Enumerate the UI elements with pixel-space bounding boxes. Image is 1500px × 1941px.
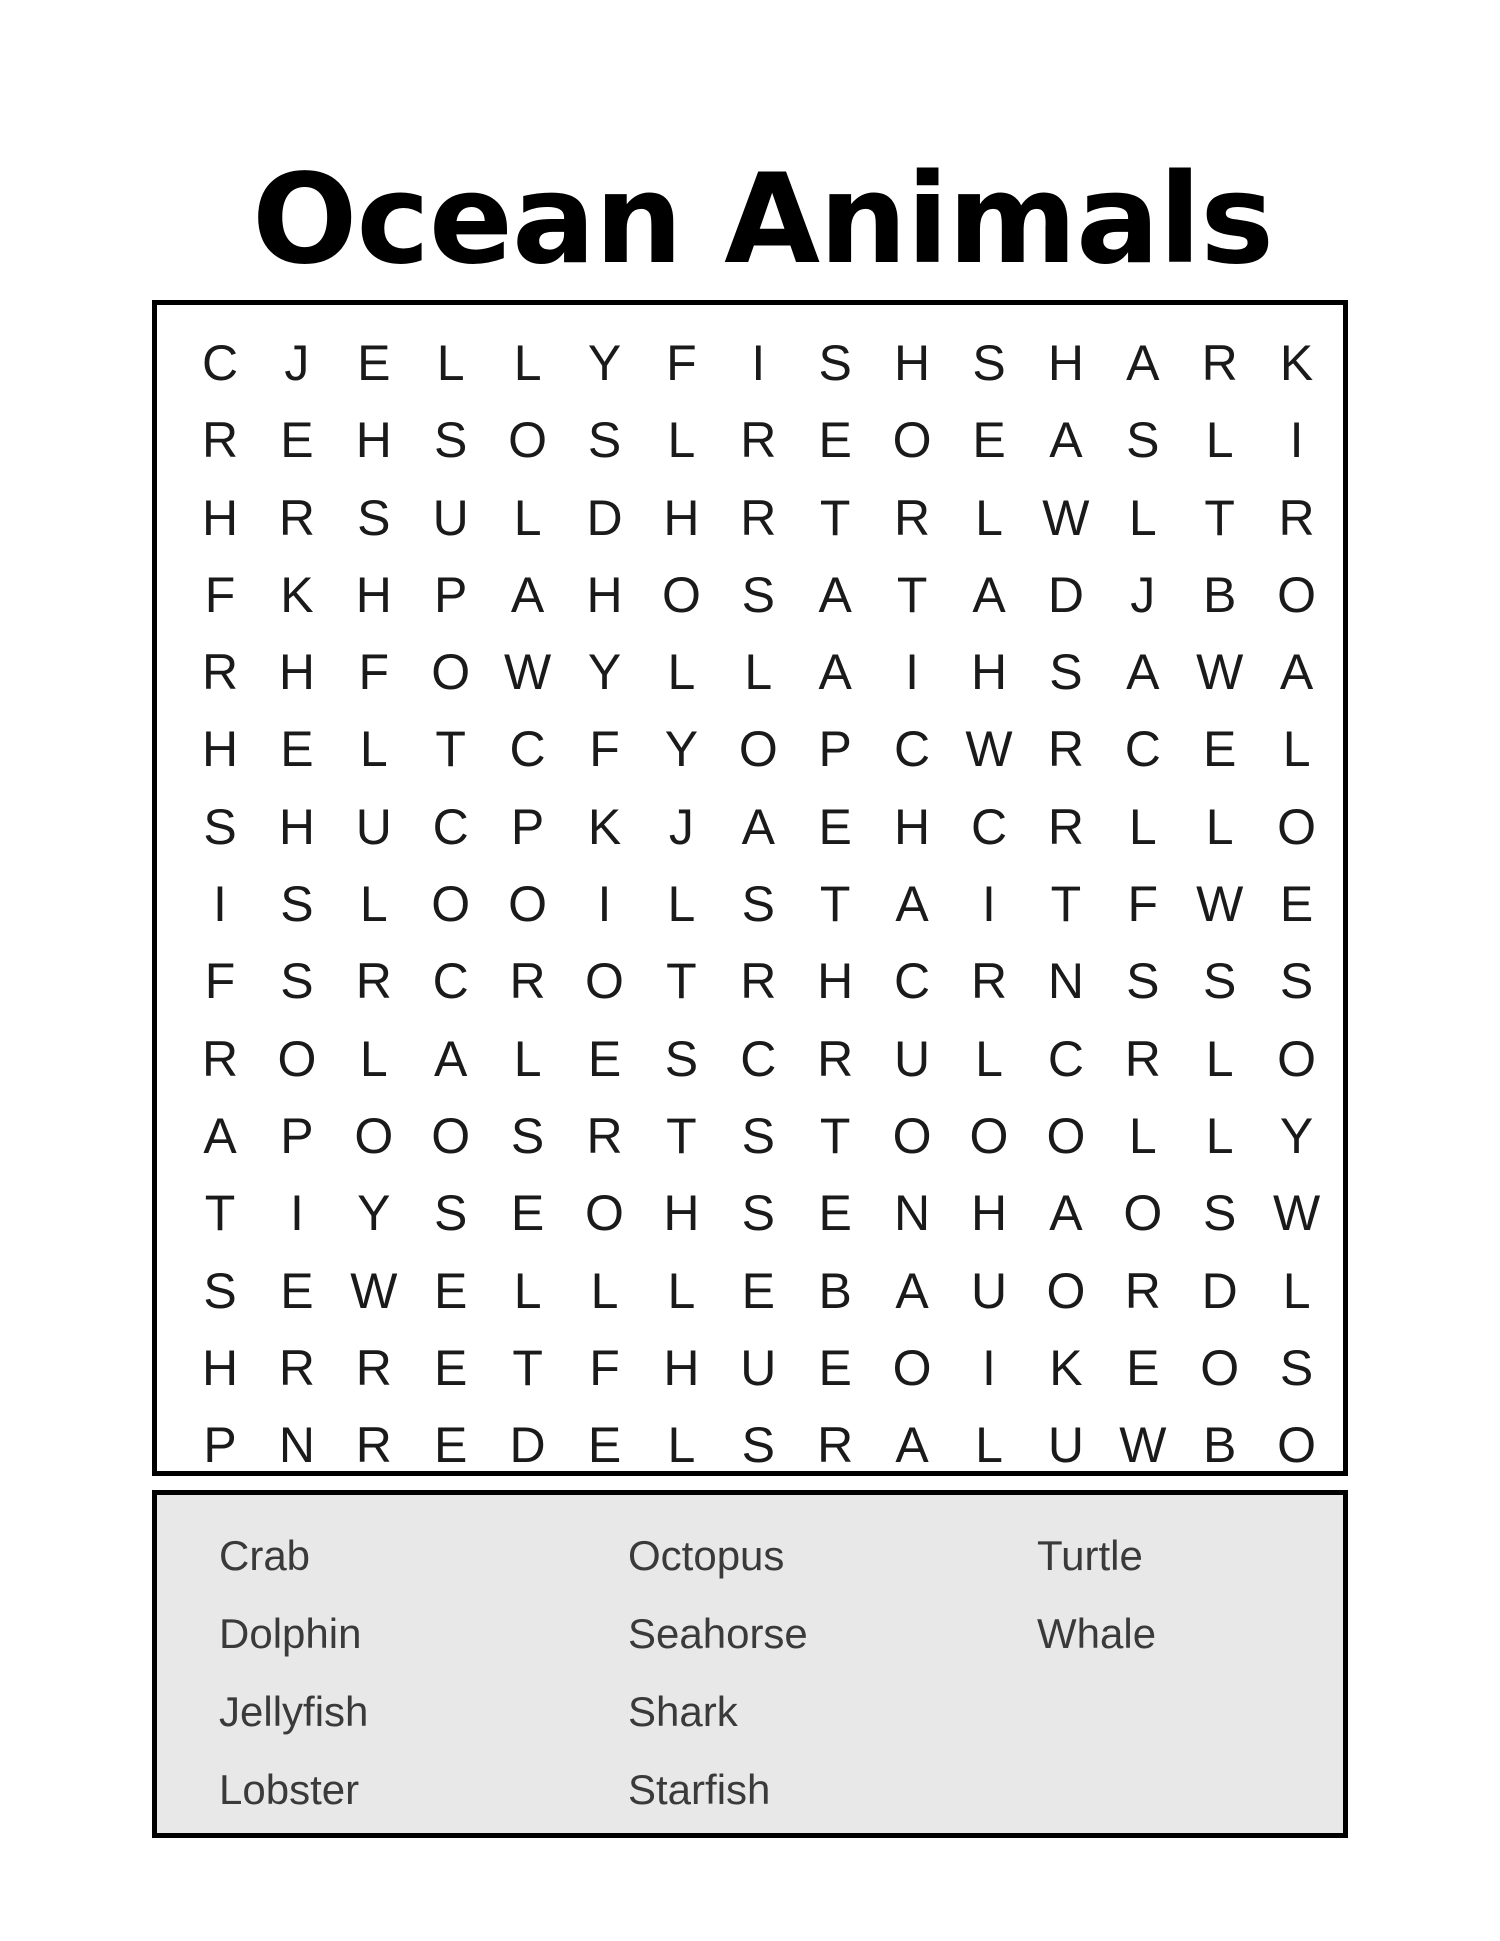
grid-cell[interactable]: S: [741, 876, 775, 933]
grid-cell[interactable]: K: [280, 566, 314, 623]
grid-row: [190, 1098, 1350, 1175]
grid-cell[interactable]: L: [744, 644, 773, 701]
grid-cell[interactable]: U: [740, 1339, 777, 1396]
word-list-item: Seahorse: [628, 1610, 808, 1657]
grid-cell[interactable]: L: [359, 876, 388, 933]
grid-cell[interactable]: L: [1282, 1262, 1311, 1319]
grid-cell[interactable]: L: [1205, 412, 1234, 469]
word-list-item: Octopus: [628, 1532, 785, 1579]
grid-cell[interactable]: R: [509, 953, 546, 1010]
grid-cell[interactable]: H: [817, 953, 854, 1010]
grid-cell[interactable]: A: [1126, 644, 1160, 701]
grid-cell[interactable]: L: [513, 1262, 542, 1319]
grid-cell[interactable]: R: [1047, 721, 1084, 778]
word-list-column-3: [1037, 1517, 1156, 1673]
grid-cell[interactable]: O: [1277, 798, 1317, 855]
grid-cell[interactable]: O: [1046, 1262, 1086, 1319]
grid-cell[interactable]: E: [1279, 876, 1314, 933]
grid-cell[interactable]: F: [204, 566, 236, 623]
grid-cell[interactable]: S: [203, 1262, 237, 1319]
grid-row: [190, 480, 1350, 557]
grid-cell[interactable]: J: [1130, 566, 1156, 623]
grid-cell[interactable]: N: [1047, 953, 1084, 1010]
grid-cell[interactable]: S: [1126, 953, 1160, 1010]
grid-cell[interactable]: H: [201, 489, 239, 546]
grid-cell[interactable]: B: [818, 1262, 852, 1319]
grid-cell[interactable]: R: [1124, 1030, 1161, 1087]
grid-cell[interactable]: H: [970, 644, 1008, 701]
grid-cell[interactable]: E: [280, 412, 314, 469]
grid-cell[interactable]: E: [357, 335, 391, 391]
grid-cell[interactable]: E: [434, 1262, 468, 1319]
grid-cell[interactable]: T: [204, 1185, 236, 1242]
grid-cell[interactable]: T: [1050, 876, 1082, 933]
word-list-item: Lobster: [219, 1766, 360, 1813]
grid-cell[interactable]: W: [1272, 1185, 1321, 1242]
grid-cell[interactable]: S: [434, 1185, 468, 1242]
grid-row: [190, 943, 1350, 1020]
grid-cell[interactable]: U: [894, 1030, 931, 1087]
grid-row: [190, 866, 1350, 943]
grid-cell[interactable]: C: [894, 953, 931, 1010]
grid-cell[interactable]: C: [970, 798, 1008, 855]
grid-cell[interactable]: S: [510, 1107, 545, 1164]
grid-cell[interactable]: H: [894, 798, 931, 855]
grid-cell[interactable]: S: [434, 412, 468, 469]
grid-cell[interactable]: A: [818, 644, 852, 701]
grid-row: [190, 1021, 1350, 1098]
grid-cell[interactable]: I: [289, 1185, 304, 1242]
grid-cell[interactable]: O: [508, 876, 548, 933]
grid-cell[interactable]: R: [355, 953, 392, 1010]
grid-cell[interactable]: U: [432, 489, 469, 546]
grid-cell[interactable]: H: [663, 1339, 700, 1396]
grid-cell[interactable]: O: [1046, 1107, 1086, 1164]
grid-cell[interactable]: L: [513, 489, 542, 546]
grid-cell[interactable]: I: [213, 876, 227, 933]
grid-cell[interactable]: S: [664, 1030, 699, 1087]
grid-cell[interactable]: S: [1203, 953, 1237, 1010]
grid-cell[interactable]: I: [982, 876, 996, 933]
grid-cell[interactable]: E: [818, 412, 852, 469]
grid-cell[interactable]: O: [431, 644, 471, 701]
grid-cell[interactable]: H: [663, 1185, 700, 1242]
grid-cell[interactable]: E: [1203, 721, 1237, 778]
grid-cell[interactable]: R: [1278, 489, 1315, 546]
grid-cell[interactable]: R: [817, 1417, 854, 1474]
grid-cell[interactable]: R: [817, 1030, 854, 1087]
grid-cell[interactable]: L: [667, 876, 696, 933]
page-title: Ocean Animals: [251, 148, 1274, 292]
grid-cell[interactable]: P: [203, 1417, 237, 1474]
grid-cell[interactable]: R: [201, 1030, 239, 1087]
grid-cell[interactable]: F: [1127, 876, 1159, 933]
grid-cell[interactable]: S: [741, 1185, 775, 1242]
word-list-column-1: [219, 1517, 368, 1829]
grid-cell[interactable]: O: [969, 1107, 1009, 1164]
grid-cell[interactable]: A: [1126, 335, 1160, 391]
grid-cell[interactable]: H: [201, 1339, 239, 1396]
word-list-item: Crab: [219, 1532, 311, 1579]
grid-cell[interactable]: A: [818, 566, 852, 623]
grid-cell[interactable]: T: [512, 1339, 543, 1396]
grid-cell[interactable]: O: [508, 412, 548, 469]
grid-cell[interactable]: U: [970, 1262, 1008, 1319]
grid-cell[interactable]: L: [1128, 1107, 1157, 1164]
grid-row: [190, 711, 1350, 788]
grid-cell[interactable]: Y: [587, 644, 622, 701]
grid-cell[interactable]: R: [355, 1339, 392, 1396]
grid-cell[interactable]: L: [513, 335, 542, 391]
grid-cell[interactable]: O: [585, 953, 624, 1010]
grid-cell[interactable]: D: [509, 1417, 546, 1474]
grid-cell[interactable]: O: [354, 1107, 394, 1164]
grid-cell[interactable]: L: [975, 1030, 1003, 1087]
grid-cell[interactable]: L: [1205, 1107, 1234, 1164]
grid-cell[interactable]: E: [818, 1185, 852, 1242]
grid-cell[interactable]: W: [1196, 644, 1244, 701]
grid-cell[interactable]: E: [510, 1185, 545, 1242]
grid-cell[interactable]: L: [513, 1030, 542, 1087]
grid-cell[interactable]: N: [278, 1417, 315, 1474]
grid-cell[interactable]: Y: [357, 1185, 391, 1242]
grid-row: [190, 402, 1350, 479]
word-list-item: Shark: [628, 1688, 738, 1735]
grid-cell[interactable]: C: [432, 798, 469, 855]
grid-cell[interactable]: A: [895, 876, 929, 933]
grid-cell[interactable]: I: [1289, 412, 1304, 469]
grid-cell[interactable]: O: [277, 1030, 317, 1087]
grid-cell[interactable]: W: [965, 721, 1013, 778]
grid-cell[interactable]: A: [972, 566, 1006, 623]
grid-row: [190, 325, 1350, 402]
grid-cell[interactable]: H: [894, 335, 931, 391]
grid-cell[interactable]: C: [1047, 1030, 1084, 1087]
word-list-item: Turtle: [1037, 1532, 1143, 1579]
grid-cell[interactable]: L: [1282, 721, 1311, 778]
grid-cell[interactable]: R: [586, 1107, 623, 1164]
grid-cell[interactable]: W: [1119, 1417, 1167, 1474]
grid-cell[interactable]: O: [738, 721, 778, 778]
grid-cell[interactable]: C: [432, 953, 469, 1010]
grid-cell[interactable]: L: [667, 644, 696, 701]
grid-cell[interactable]: R: [201, 644, 239, 701]
grid-cell[interactable]: A: [434, 1030, 468, 1087]
grid-cell[interactable]: L: [359, 721, 388, 778]
grid-cell[interactable]: P: [434, 566, 468, 623]
grid-cell[interactable]: H: [663, 489, 700, 546]
grid-row: [190, 634, 1350, 711]
grid-cell[interactable]: W: [1042, 489, 1090, 546]
grid-cell[interactable]: H: [355, 412, 392, 469]
grid-cell[interactable]: E: [434, 1417, 468, 1474]
grid-cell[interactable]: O: [892, 412, 932, 469]
grid-cell[interactable]: U: [355, 798, 392, 855]
grid-cell[interactable]: A: [1049, 1185, 1083, 1242]
grid-cell[interactable]: S: [1203, 1185, 1237, 1242]
grid-cell[interactable]: H: [1047, 335, 1084, 391]
grid-cell[interactable]: U: [1047, 1417, 1084, 1474]
grid-cell[interactable]: T: [435, 721, 466, 778]
grid-cell[interactable]: T: [819, 489, 851, 546]
grid-cell[interactable]: K: [587, 798, 622, 855]
word-list-box: [152, 1490, 1348, 1838]
grid-cell[interactable]: F: [204, 953, 236, 1010]
grid-row: [190, 1253, 1350, 1330]
grid-cell[interactable]: T: [819, 876, 851, 933]
grid-cell[interactable]: O: [892, 1107, 932, 1164]
grid-cell[interactable]: R: [201, 412, 239, 469]
grid-cell[interactable]: E: [280, 721, 314, 778]
grid-cell[interactable]: O: [1123, 1185, 1163, 1242]
grid-cell[interactable]: D: [586, 489, 623, 546]
grid-cell[interactable]: E: [972, 412, 1006, 469]
grid-cell[interactable]: S: [280, 876, 314, 933]
grid-cell[interactable]: L: [359, 1030, 388, 1087]
grid-cell[interactable]: I: [751, 335, 766, 391]
grid-cell[interactable]: L: [975, 1417, 1003, 1474]
grid-cell[interactable]: O: [1200, 1339, 1240, 1396]
grid-cell[interactable]: S: [203, 798, 237, 855]
grid-cell[interactable]: E: [587, 1417, 622, 1474]
grid-cell[interactable]: E: [1126, 1339, 1160, 1396]
letter-grid: [190, 325, 1350, 1484]
grid-cell[interactable]: I: [905, 644, 920, 701]
grid-cell[interactable]: H: [278, 798, 315, 855]
grid-cell[interactable]: H: [355, 566, 392, 623]
grid-cell[interactable]: S: [1126, 412, 1160, 469]
grid-cell[interactable]: T: [896, 566, 928, 623]
grid-cell[interactable]: A: [1279, 644, 1314, 701]
grid-cell[interactable]: I: [982, 1339, 996, 1396]
grid-cell[interactable]: A: [895, 1262, 929, 1319]
grid-cell[interactable]: E: [741, 1262, 775, 1319]
grid-cell[interactable]: O: [585, 1185, 624, 1242]
grid-cell[interactable]: E: [280, 1262, 314, 1319]
grid-cell[interactable]: D: [1201, 1262, 1238, 1319]
grid-cell[interactable]: N: [894, 1185, 931, 1242]
grid-cell[interactable]: S: [741, 566, 775, 623]
grid-cell[interactable]: S: [818, 335, 852, 391]
grid-cell[interactable]: L: [590, 1262, 619, 1319]
grid-cell[interactable]: R: [740, 412, 777, 469]
grid-cell[interactable]: R: [278, 489, 315, 546]
word-list-item: Whale: [1037, 1610, 1157, 1657]
grid-cell[interactable]: S: [741, 1107, 775, 1164]
grid-cell[interactable]: K: [1049, 1339, 1083, 1396]
grid-row: [190, 1175, 1350, 1252]
grid-cell[interactable]: L: [667, 1262, 696, 1319]
grid-cell[interactable]: J: [668, 798, 694, 855]
grid-cell[interactable]: E: [587, 1030, 622, 1087]
word-list-column-2: [628, 1517, 808, 1829]
grid-cell[interactable]: S: [1049, 644, 1083, 701]
grid-cell[interactable]: R: [1201, 335, 1238, 391]
grid-cell[interactable]: D: [1047, 566, 1084, 623]
grid-cell[interactable]: O: [892, 1339, 932, 1396]
grid-cell[interactable]: O: [1277, 566, 1317, 623]
grid-cell[interactable]: W: [350, 1262, 398, 1319]
grid-cell[interactable]: S: [741, 1417, 775, 1474]
grid-cell[interactable]: O: [431, 876, 471, 933]
grid-row: [190, 1407, 1350, 1484]
grid-cell[interactable]: L: [667, 1417, 696, 1474]
grid-cell[interactable]: E: [818, 1339, 852, 1396]
grid-cell[interactable]: F: [589, 721, 620, 778]
grid-cell[interactable]: R: [970, 953, 1008, 1010]
grid-cell[interactable]: C: [894, 721, 931, 778]
grid-cell[interactable]: Y: [1279, 1107, 1314, 1164]
grid-cell[interactable]: A: [1049, 412, 1083, 469]
grid-row: [190, 557, 1350, 634]
grid-cell[interactable]: T: [666, 1107, 697, 1164]
grid-cell[interactable]: O: [1277, 1030, 1317, 1087]
grid-cell[interactable]: S: [1279, 1339, 1314, 1396]
grid-cell[interactable]: L: [975, 489, 1003, 546]
grid-cell[interactable]: H: [278, 644, 315, 701]
grid-row: [190, 1330, 1350, 1407]
grid-cell[interactable]: F: [358, 644, 390, 701]
grid-cell[interactable]: A: [741, 798, 775, 855]
grid-cell[interactable]: B: [1203, 566, 1237, 623]
grid-cell[interactable]: R: [740, 953, 777, 1010]
grid-cell[interactable]: P: [510, 798, 545, 855]
grid-cell[interactable]: O: [431, 1107, 471, 1164]
grid-cell[interactable]: E: [434, 1339, 468, 1396]
grid-cell[interactable]: I: [597, 876, 612, 933]
grid-cell[interactable]: S: [1279, 953, 1314, 1010]
grid-cell[interactable]: R: [1047, 798, 1084, 855]
grid-cell[interactable]: H: [586, 566, 623, 623]
grid-cell[interactable]: O: [1277, 1417, 1317, 1474]
grid-cell[interactable]: A: [895, 1417, 929, 1474]
grid-cell[interactable]: F: [589, 1339, 620, 1396]
grid-cell[interactable]: S: [972, 335, 1006, 391]
grid-cell[interactable]: B: [1203, 1417, 1237, 1474]
grid-cell[interactable]: K: [1279, 335, 1314, 391]
grid-cell[interactable]: T: [819, 1107, 851, 1164]
grid-cell[interactable]: H: [201, 721, 239, 778]
grid-cell[interactable]: C: [509, 721, 546, 778]
grid-cell[interactable]: C: [1124, 721, 1161, 778]
grid-cell[interactable]: O: [661, 566, 701, 623]
grid-cell[interactable]: A: [203, 1107, 237, 1164]
grid-cell[interactable]: F: [666, 335, 697, 391]
grid-cell[interactable]: S: [280, 953, 314, 1010]
grid-cell[interactable]: T: [1204, 489, 1235, 546]
grid-cell[interactable]: S: [587, 412, 622, 469]
word-list-item: Dolphin: [219, 1610, 362, 1657]
grid-cell[interactable]: C: [740, 1030, 777, 1087]
grid-cell[interactable]: L: [1205, 1030, 1234, 1087]
grid-cell[interactable]: H: [970, 1185, 1008, 1242]
grid-cell[interactable]: L: [1128, 798, 1157, 855]
grid-cell[interactable]: W: [1196, 876, 1244, 933]
grid-cell[interactable]: R: [1124, 1262, 1161, 1319]
grid-cell[interactable]: L: [667, 412, 696, 469]
grid-cell[interactable]: W: [503, 644, 552, 701]
word-list-item: Starfish: [628, 1766, 771, 1813]
grid-cell[interactable]: S: [357, 489, 391, 546]
grid-cell[interactable]: P: [818, 721, 852, 778]
letter-grid-box: [152, 300, 1348, 1476]
grid-cell[interactable]: T: [666, 953, 697, 1010]
grid-cell[interactable]: C: [201, 335, 239, 391]
grid-cell[interactable]: Y: [664, 721, 699, 778]
grid-cell[interactable]: L: [1205, 798, 1234, 855]
grid-cell[interactable]: Y: [587, 335, 622, 391]
grid-cell[interactable]: L: [1128, 489, 1157, 546]
grid-cell[interactable]: J: [284, 335, 310, 391]
grid-cell[interactable]: R: [740, 489, 777, 546]
grid-cell[interactable]: R: [894, 489, 931, 546]
word-list-item: Jellyfish: [219, 1688, 369, 1735]
grid-cell[interactable]: A: [510, 566, 545, 623]
grid-cell[interactable]: E: [818, 798, 852, 855]
grid-cell[interactable]: P: [280, 1107, 314, 1164]
grid-cell[interactable]: L: [436, 335, 465, 391]
grid-cell[interactable]: R: [278, 1339, 315, 1396]
grid-row: [190, 789, 1350, 866]
grid-cell[interactable]: R: [355, 1417, 392, 1474]
